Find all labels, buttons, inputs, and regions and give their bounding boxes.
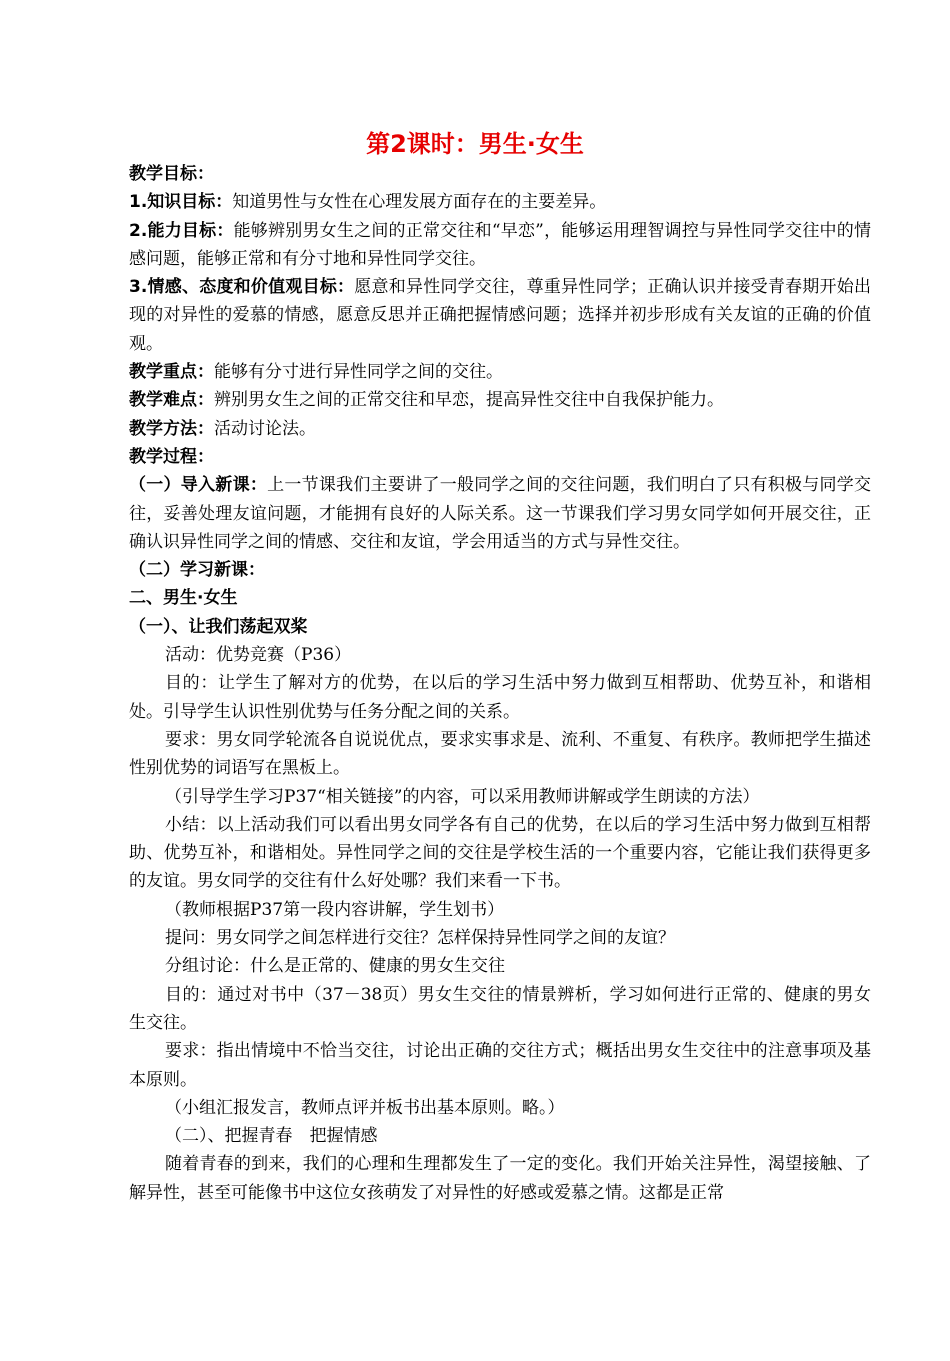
- section-heading: 二、男生·女生: [129, 588, 238, 609]
- subsection-heading: （一）、让我们荡起双桨: [129, 616, 308, 637]
- key-point: [129, 358, 871, 386]
- method-label: 教学方法：: [129, 418, 214, 439]
- paragraph: 提问：男女同学之间怎样进行交往？怎样保持异性同学之间的友谊？: [165, 928, 675, 949]
- paragraph: 小结：以上活动我们可以看出男女同学各有自己的优势，在以后的学习生活中努力做到互相帮助、优势互补，和谐相处。异性同学之间的交往是学校生活的一个重要内容，它能让我们获得更多的友谊。男女同学的交往有什么好处哪？我们来看一下书。: [129, 814, 871, 892]
- intro-label: （一）导入新课：: [129, 475, 268, 496]
- objective-label: 3.情感、态度和价值观目标：: [129, 277, 355, 298]
- paragraph: 目的：通过对书中（37－38页）男女生交往的情景辨析，学习如何进行正常的、健康的男女生交往。: [129, 984, 871, 1033]
- paragraph: 目的：让学生了解对方的优势，在以后的学习生活中努力做到互相帮助、优势互补，和谐相处。引导学生认识性别优势与任务分配之间的关系。: [129, 673, 871, 722]
- process-heading: 教学过程：: [129, 446, 214, 467]
- objective-text: 能够辨别男女生之间的正常交往和“早恋”，能够运用理智调控与异性同学交往中的情感问题，能够正常和有分寸地和异性同学交往。: [129, 220, 871, 269]
- method-text: 活动讨论法。: [214, 418, 316, 439]
- paragraph: 要求：男女同学轮流各自说说优点，要求实事求是、流利、不重复、有秩序。教师把学生描述性别优势的词语写在黑板上。: [129, 729, 871, 779]
- paragraph: 分组讨论：什么是正常的、健康的男女生交往: [165, 956, 505, 977]
- objective-text: 知道男性与女性在心理发展方面存在的主要差异。: [232, 192, 607, 213]
- key-point-text: 能够有分寸进行异性同学之间的交往。: [214, 362, 503, 383]
- objective-ability: [129, 217, 871, 274]
- document-body: [129, 160, 871, 1207]
- paragraph: （教师根据P37第一段内容讲解，学生划书）: [165, 899, 505, 920]
- objective-emotion: [129, 273, 871, 358]
- paragraph: （引导学生学习P37“相关链接”的内容，可以采用教师讲解或学生朗读的方法）: [165, 786, 760, 807]
- objective-label: 2.能力目标：: [129, 220, 234, 241]
- difficulty-text: 辨别男女生之间的正常交往和早恋，提高异性交往中自我保护能力。: [214, 390, 724, 411]
- intro-text: 上一节课我们主要讲了一般同学之间的交往问题，我们明白了只有积极与同学交往，妥善处理友谊问题，才能拥有良好的人际关系。这一节课我们学习男女同学如何开展交往，正确认识异性同学之间的情感、交往和友谊，学会用适当的方式与异性交往。: [129, 475, 872, 552]
- difficulty: [129, 386, 871, 414]
- new-lesson-heading: （二）学习新课：: [129, 560, 265, 581]
- paragraph: 要求：指出情境中不恰当交往，讨论出正确的交往方式；概括出男女生交往中的注意事项及基本原则。: [129, 1041, 871, 1090]
- teaching-method: [129, 415, 871, 443]
- subsection-heading-2: （二）、把握青春 把握情感: [165, 1126, 378, 1147]
- paragraph: 随着青春的到来，我们的心理和生理都发生了一定的变化。我们开始关注异性，渴望接触、了解异性，甚至可能像书中这位女孩萌发了对异性的好感或爱慕之情。这都是正常: [129, 1154, 871, 1203]
- intro-paragraph: [129, 471, 871, 556]
- paragraph: 活动：优势竞赛（P36）: [165, 645, 352, 666]
- objective-label: 1.知识目标：: [129, 192, 233, 213]
- objectives-heading: 教学目标：: [129, 164, 214, 184]
- objective-knowledge: [129, 188, 871, 216]
- paragraph: （小组汇报发言，教师点评并板书出基本原则。略。）: [165, 1097, 565, 1118]
- document-title: 第2课时：男生·女生: [366, 130, 584, 158]
- key-point-label: 教学重点：: [129, 362, 214, 383]
- difficulty-label: 教学难点：: [129, 390, 214, 411]
- objective-text: 愿意和异性同学交往，尊重异性同学；正确认识并接受青春期开始出现的对异性的爱慕的情感，愿意反思并正确把握情感问题；选择并初步形成有关友谊的正确的价值观。: [129, 277, 871, 354]
